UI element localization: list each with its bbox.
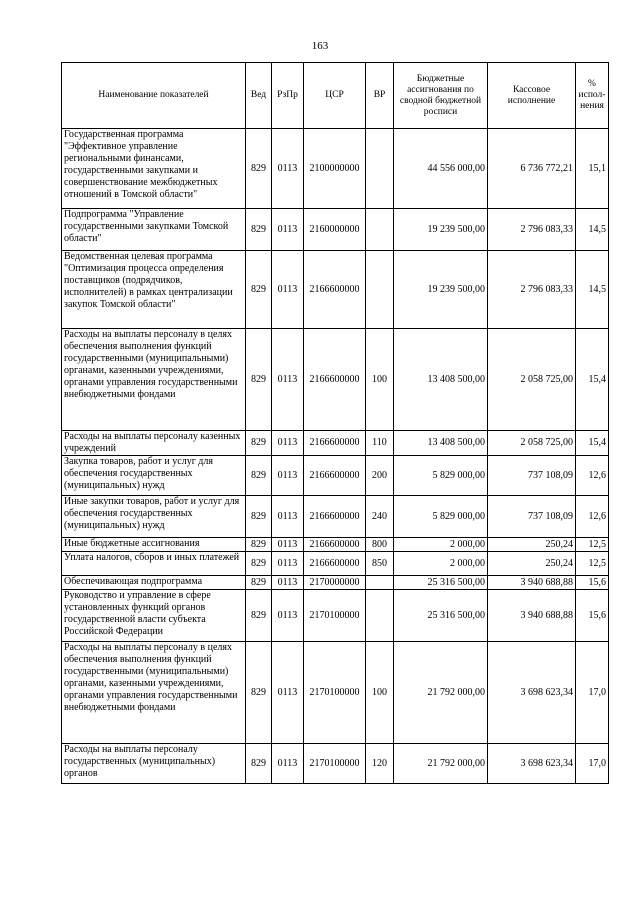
cell-ved: 829: [246, 329, 272, 431]
cell-pct: 17,0: [576, 744, 609, 784]
cell-csr: 2160000000: [304, 209, 366, 251]
table-row: [62, 496, 609, 538]
cell-pct: 12,5: [576, 552, 609, 576]
cell-cash: 2 796 083,33: [488, 209, 576, 251]
cell-ved: 829: [246, 744, 272, 784]
cell-cash: 737 108,09: [488, 496, 576, 538]
cell-rzpr: 0113: [272, 552, 304, 576]
cell-cash: 3 940 688,88: [488, 590, 576, 642]
cell-name: Руководство и управление в сфере установленных функций органов государственной власти субъекта Российской Федерации: [62, 590, 246, 642]
cell-name: Ведомственная целевая программа "Оптимизация процесса определения поставщиков (подрядчиков, исполнителей) в рамках централизации закупок Томской области": [62, 251, 246, 329]
cell-rzpr: 0113: [272, 129, 304, 209]
cell-budget: 25 316 500,00: [394, 576, 488, 590]
header-pct: % испол-нения: [576, 63, 609, 129]
cell-cash: 250,24: [488, 552, 576, 576]
header-cash: Кассовое исполнение: [488, 63, 576, 129]
header-rzpr: РзПр: [272, 63, 304, 129]
header-budget: Бюджетные ассигнования по сводной бюджетной росписи: [394, 63, 488, 129]
cell-name: Расходы на выплаты персоналу в целях обеспечения выполнения функций государственными (муниципальными) органами, казенными учреждениями, органами управления государственными внебюджетными фондами: [62, 329, 246, 431]
cell-pct: 15,6: [576, 590, 609, 642]
cell-rzpr: 0113: [272, 329, 304, 431]
cell-csr: 2166600000: [304, 538, 366, 552]
table-row: [62, 129, 609, 209]
cell-ved: 829: [246, 129, 272, 209]
cell-rzpr: 0113: [272, 744, 304, 784]
cell-cash: 2 058 725,00: [488, 431, 576, 456]
cell-vr: 800: [366, 538, 394, 552]
table-row: [62, 576, 609, 590]
cell-pct: 15,4: [576, 329, 609, 431]
table-row: [62, 552, 609, 576]
cell-csr: 2100000000: [304, 129, 366, 209]
table-row: [62, 329, 609, 431]
cell-rzpr: 0113: [272, 431, 304, 456]
cell-csr: 2170000000: [304, 576, 366, 590]
cell-budget: 2 000,00: [394, 552, 488, 576]
cell-pct: 12,6: [576, 496, 609, 538]
cell-vr: [366, 209, 394, 251]
cell-vr: 100: [366, 329, 394, 431]
cell-name: Государственная программа "Эффективное управление региональными финансами, государственными закупками и совершенствование межбюджетных отношений в Томской области": [62, 129, 246, 209]
table-row: [62, 431, 609, 456]
cell-name: Обеспечивающая подпрограмма: [62, 576, 246, 590]
cell-cash: 2 796 083,33: [488, 251, 576, 329]
cell-rzpr: 0113: [272, 642, 304, 744]
cell-name: Уплата налогов, сборов и иных платежей: [62, 552, 246, 576]
cell-name: Расходы на выплаты персоналу в целях обеспечения выполнения функций государственными (муниципальными) органами, казенными учреждениями, органами управления государственными внебюджетными фондами: [62, 642, 246, 744]
cell-vr: [366, 590, 394, 642]
table-row: [62, 538, 609, 552]
cell-csr: 2170100000: [304, 642, 366, 744]
cell-rzpr: 0113: [272, 576, 304, 590]
cell-budget: 13 408 500,00: [394, 431, 488, 456]
cell-csr: 2166600000: [304, 329, 366, 431]
cell-cash: 3 940 688,88: [488, 576, 576, 590]
cell-budget: 21 792 000,00: [394, 744, 488, 784]
cell-csr: 2170100000: [304, 744, 366, 784]
cell-rzpr: 0113: [272, 251, 304, 329]
header-csr: ЦСР: [304, 63, 366, 129]
cell-name: Закупка товаров, работ и услуг для обеспечения государственных (муниципальных) нужд: [62, 456, 246, 496]
cell-budget: 13 408 500,00: [394, 329, 488, 431]
cell-pct: 12,6: [576, 456, 609, 496]
cell-ved: 829: [246, 552, 272, 576]
cell-pct: 14,5: [576, 209, 609, 251]
cell-rzpr: 0113: [272, 538, 304, 552]
cell-cash: 3 698 623,34: [488, 642, 576, 744]
cell-ved: 829: [246, 456, 272, 496]
cell-budget: 5 829 000,00: [394, 456, 488, 496]
cell-budget: 19 239 500,00: [394, 251, 488, 329]
cell-rzpr: 0113: [272, 496, 304, 538]
cell-rzpr: 0113: [272, 590, 304, 642]
cell-vr: [366, 251, 394, 329]
header-ved: Вед: [246, 63, 272, 129]
table-row: [62, 456, 609, 496]
cell-vr: [366, 129, 394, 209]
cell-csr: 2170100000: [304, 590, 366, 642]
cell-vr: 200: [366, 456, 394, 496]
cell-ved: 829: [246, 209, 272, 251]
cell-budget: 19 239 500,00: [394, 209, 488, 251]
cell-ved: 829: [246, 496, 272, 538]
cell-rzpr: 0113: [272, 209, 304, 251]
cell-pct: 15,4: [576, 431, 609, 456]
cell-vr: 120: [366, 744, 394, 784]
cell-csr: 2166600000: [304, 496, 366, 538]
cell-vr: 850: [366, 552, 394, 576]
header-name: Наименование показателей: [62, 63, 246, 129]
cell-name: Расходы на выплаты персоналу казенных учреждений: [62, 431, 246, 456]
cell-csr: 2166600000: [304, 552, 366, 576]
cell-csr: 2166600000: [304, 251, 366, 329]
table-header-row: [62, 63, 609, 129]
cell-ved: 829: [246, 251, 272, 329]
table-row: [62, 642, 609, 744]
cell-cash: 3 698 623,34: [488, 744, 576, 784]
cell-name: Иные бюджетные ассигнования: [62, 538, 246, 552]
cell-pct: 15,6: [576, 576, 609, 590]
cell-csr: 2166600000: [304, 456, 366, 496]
cell-budget: 25 316 500,00: [394, 590, 488, 642]
cell-pct: 17,0: [576, 642, 609, 744]
table-row: [62, 251, 609, 329]
cell-pct: 14,5: [576, 251, 609, 329]
cell-cash: 6 736 772,21: [488, 129, 576, 209]
cell-ved: 829: [246, 590, 272, 642]
cell-rzpr: 0113: [272, 456, 304, 496]
cell-ved: 829: [246, 642, 272, 744]
cell-csr: 2166600000: [304, 431, 366, 456]
page-number: 163: [311, 40, 329, 52]
table-row: [62, 209, 609, 251]
budget-execution-table: [61, 62, 609, 784]
cell-pct: 15,1: [576, 129, 609, 209]
cell-budget: 44 556 000,00: [394, 129, 488, 209]
cell-cash: 737 108,09: [488, 456, 576, 496]
cell-vr: 240: [366, 496, 394, 538]
cell-ved: 829: [246, 431, 272, 456]
cell-cash: 250,24: [488, 538, 576, 552]
table-row: [62, 590, 609, 642]
cell-name: Подпрограмма "Управление государственными закупками Томской области": [62, 209, 246, 251]
cell-vr: 110: [366, 431, 394, 456]
cell-budget: 5 829 000,00: [394, 496, 488, 538]
cell-name: Иные закупки товаров, работ и услуг для обеспечения государственных (муниципальных) нужд: [62, 496, 246, 538]
cell-vr: [366, 576, 394, 590]
cell-ved: 829: [246, 576, 272, 590]
cell-ved: 829: [246, 538, 272, 552]
table-row: [62, 744, 609, 784]
cell-pct: 12,5: [576, 538, 609, 552]
cell-vr: 100: [366, 642, 394, 744]
cell-budget: 21 792 000,00: [394, 642, 488, 744]
cell-cash: 2 058 725,00: [488, 329, 576, 431]
header-vr: ВР: [366, 63, 394, 129]
cell-name: Расходы на выплаты персоналу государственных (муниципальных) органов: [62, 744, 246, 784]
cell-budget: 2 000,00: [394, 538, 488, 552]
